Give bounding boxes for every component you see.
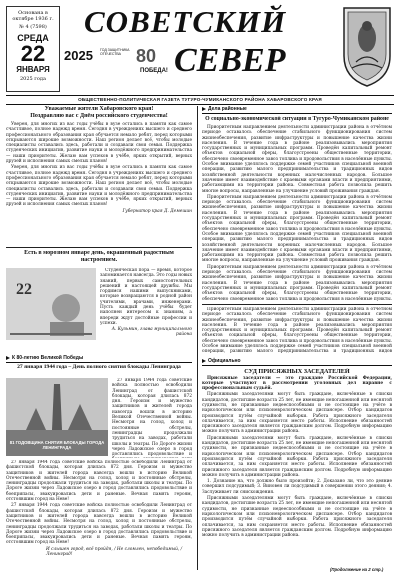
rubric-victory — [6, 355, 192, 363]
student-day-illustration-icon — [6, 268, 96, 340]
student-day-photo — [6, 268, 96, 340]
jury-question-list: 1. Дознание на, что должно было произойти; 2. Доказано ли, что это деяние совершил подсудимый; 3. Виновен ли подсудимый в совершении этого деяния; 4. Заслуживает ли снисхождения. — [202, 479, 392, 495]
report-body-continued: Приоритетным направлением деятельности администрации района в отчётном периоде оставалось обеспечение стабильного функционирования систем жизнеобеспечения, развитие инфраструктуры и повышение качества жизни населения. В течение года в районе реализовывались мероприятия государственных и муниципальных программ. Проведён капитальный ремонт объектов социальной сферы, благоустроены общественные территории, обеспечено своевременное завоз топлива и продовольствия в населённые пункты. Особое внимание уделялось поддержке семей участников специальной военной операции, развитию малого предпринимательства и традиционных видов — [202, 307, 392, 355]
issue-info-box — [6, 6, 60, 92]
greeting-signature: Губернатор края Д. Демешин — [122, 208, 192, 214]
greeting-body: Уверен, для многих из вас годы учёбы в вузе остались в памяти как самое счастливое, полное надежд время. Сегодня в учреждениях высшего и среднего профессионального образования края обучается немало ребят, перед которыми открываются широкие возможности. Наш регион делает всё, чтобы молодые специалисты оставались здесь, работали и создавали свои семьи. Поддержка студенческих инициатив, развитие науки и молодёжного предпринимательства — наши приоритеты. Желаю вам успехов в учёбе, ярких открытий, верных друзей и исполнения самых смелых планов! — [6, 122, 192, 165]
blockade-article — [6, 460, 192, 560]
rubric-arrow-icon — [202, 107, 206, 111]
jury-body-repeat: Присяжными заседателями могут быть граждане, включённые в списки кандидатов, достигшие возраста 25 лет, не имеющие непогашенной или неснятой судимости, не признанные недееспособными и не состоящие на учёте в наркологическом или психоневрологическом диспансере. Отбор кандидатов производится путём случайной выборки. Работа присяжного заседателя оплачивается, за ним сохраняется место работы. Исполнение обязанностей присяжного заседателя является гражданским долгом. Подробную информацию можно получить в администрации района. — [202, 435, 392, 478]
greeting-body-repeat: Уверен, для многих из вас годы учёбы в вузе остались в памяти как самое счастливое, полное надежд время. Сегодня в учреждениях высшего и среднего профессионального образования края обучается немало ребят, перед которыми открываются широкие возможности. Наш регион делает всё, чтобы молодые специалисты оставались здесь, работали и создавали свои семьи. Поддержка студенческих инициатив, развитие науки и молодёжного предпринимательства — наши приоритеты. Желаю вам успехов в учёбе, ярких открытий, верных друзей и исполнения самых смелых планов! — [6, 165, 192, 208]
masthead — [6, 4, 394, 94]
student-day-article — [100, 268, 192, 352]
badge-victory: ПОБЕДА! — [140, 68, 168, 74]
student-day-body: Студенческая пора — время, которое запоминается навсегда. Это годы новых знаний, первых самостоятельных решений и настоящей дружбы. Мы гордимся нашими выпускниками, которые возвращаются в родной район учителями, врачами, инженерами. Пусть каждый день учёбы будет наполнен интересом к знаниям, а впереди ждут достойные профессии и успехи. — [100, 268, 192, 326]
rubric-official-label: Официально — [208, 358, 241, 364]
report-title: О социально-экономической ситуации в Тугуро-Чумиканском районе — [205, 116, 389, 122]
jury-subtitle: Присяжные заседатели — это граждане Российской Федерации, которые участвуют в рассмотрении уголовных дел наравне с профессиональным судьёй. — [202, 375, 392, 392]
report-body-repeat-2: Приоритетным направлением деятельности администрации района в отчётном периоде оставалось обеспечение стабильного функционирования систем жизнеобеспечения, развитие инфраструктуры и повышение качества жизни населения. В течение года в районе реализовывались мероприятия государственных и муниципальных программ. Проведён капитальный ремонт объектов социальной сферы, благоустроены общественные территории, обеспечено своевременное завоз топлива и продовольствия в населённые пункты. — [202, 264, 392, 302]
badge-eighty: 80 — [136, 46, 157, 66]
badge-text: ГОД ЗАЩИТНИКА ОТЕЧЕСТВА — [100, 48, 130, 56]
greeting-subtitle: Поздравляю вас с Днём российского студенчества! — [30, 113, 168, 119]
greeting-title: Уважаемые жители Хабаровского края! — [44, 106, 154, 112]
district-crest-icon — [340, 4, 394, 88]
blockade-photo — [6, 378, 108, 456]
tagline: ОБЩЕСТВЕННО-ПОЛИТИЧЕСКАЯ ГАЗЕТА ТУГУРО-ЧУМИКАНСКОГО РАЙОНА ХАБАРОВСКОГО КРАЯ — [6, 95, 394, 105]
student-day-heading — [6, 250, 192, 266]
continuation-note: (Продолжение на 2 стр.) — [330, 567, 384, 572]
badge-year: 2025 — [64, 48, 93, 63]
jury-body-repeat-2: Присяжными заседателями могут быть граждане, включённые в списки кандидатов, достигшие возраста 25 лет, не имеющие непогашенной или неснятой судимости, не признанные недееспособными и не состоящие на учёте в наркологическом или психоневрологическом диспансере. Отбор кандидатов производится путём случайной выборки. Работа присяжного заседателя оплачивается, за ним сохраняется место работы. Исполнение обязанностей присяжного заседателя является гражданским долгом. Подробную информацию можно получить в администрации района. — [202, 496, 392, 539]
blockade-body: 27 января 1944 года советские войска полностью освободили Ленинград от фашистской блокады, которая длилась 872 дня. Героизм и мужество защитников и жителей города навсегда вошли в историю Великой Отечественной войны. Несмотря на голод, холод и постоянные обстрелы, ленинградцы продолжали трудиться на заводах, работали школы и театры. По Дороге жизни через Ладожское озеро в город доставлялись продовольствие и боеприпасы, эвакуировались дети и раненые. Вечная память героям, отстоявшим город на Неве! — [6, 460, 192, 503]
student-day-title: Есть в морозном январе день, окрашенный радостным настроением. — [24, 250, 174, 263]
report-continued — [202, 307, 392, 355]
blockade-body-side: 27 января 1944 года советские войска полностью освободили Ленинград от фашистской блокады, которая длилась 872 дня. Героизм и мужество защитников и жителей города навсегда вошли в историю Великой Отечественной войны. Несмотря на голод, холод и постоянные обстрелы, ленинградцы продолжали трудиться на заводах, работали школы и театры. По Дороге жизни через Ладожское озеро в город доставлялись продовольствие и — [112, 378, 192, 458]
blockade-poem: И слышен город, всё пройдя, / Не сломлен, непобедимый, / Ленинград! — [46, 546, 183, 557]
year: 2025 года — [19, 76, 46, 82]
blockade-body-repeat: 27 января 1944 года советские войска полностью освободили Ленинград от фашистской блокады, которая длилась 872 дня. Героизм и мужество защитников и жителей города навсегда вошли в историю Великой Отечественной войны. Несмотря на голод, холод и постоянные обстрелы, ленинградцы продолжали трудиться на заводах, работали школы и театры. По Дороге жизни через Ладожское озеро в город доставлялись продовольствие и боеприпасы, эвакуировались дети и раненые. Вечная память героям, отстоявшим город на Неве! — [6, 503, 192, 546]
issue-number: № 4 (7598) — [19, 24, 47, 30]
rubric-victory-label: К 80-летию Великой Победы — [12, 355, 84, 361]
rubric-district — [202, 106, 392, 114]
day-number: 22 — [20, 41, 46, 66]
jury-body: Присяжными заседателями могут быть граждане, включённые в списки кандидатов, достигшие возраста 25 лет, не имеющие непогашенной или неснятой судимости, не признанные недееспособными и не состоящие на учёте в наркологическом или психоневрологическом диспансере. Отбор кандидатов производится путём случайной выборки. Работа присяжного заседателя оплачивается, за ним сохраняется место работы. Исполнение обязанностей присяжного заседателя является гражданским долгом. Подробную информацию можно получить в администрации района. — [202, 392, 392, 435]
newspaper-title-bottom: СЕВЕР — [174, 42, 286, 79]
founded-date: Основана в октябре 1936 г. — [12, 10, 54, 22]
report-body-repeat: Приоритетным направлением деятельности администрации района в отчётном периоде оставалось обеспечение стабильного функционирования систем жизнеобеспечения, развитие инфраструктуры и повышение качества жизни населения. В течение года в районе реализовывались мероприятия государственных и муниципальных программ. Проведён капитальный ремонт объектов социальной сферы, благоустроены общественные территории, обеспечено своевременное завоз топлива и продовольствия в населённые пункты. Особое внимание уделялось поддержке семей участников специальной военной операции, развитию малого предпринимательства и традиционных видов хозяйственной деятельности коренных малочисленных народов. Большое значение имеет взаимодействие с краевыми органами власти и предприятиями, работающими на территории района. Совместная работа позволила решить многие вопросы, направленные на улучшение условий проживания граждан. — [202, 194, 392, 264]
divider — [6, 247, 192, 248]
rubric-arrow-icon — [6, 356, 10, 360]
blockade-heading — [6, 364, 192, 376]
anniversary-badge — [64, 42, 170, 88]
report-body: Приоритетным направлением деятельности администрации района в отчётном периоде оставалось обеспечение стабильного функционирования систем жизнеобеспечения, развитие инфраструктуры и повышение качества жизни населения. В течение года в районе реализовывались мероприятия государственных и муниципальных программ. Проведён капитальный ремонт объектов социальной сферы, благоустроены общественные территории, обеспечено своевременное завоз топлива и продовольствия в населённые пункты. Особое внимание уделялось поддержке семей участников специальной военной операции, развитию малого предпринимательства и традиционных видов хозяйственной деятельности коренных малочисленных народов. Большое значение имеет взаимодействие с краевыми органами власти и предприятиями, работающими на территории района. Совместная работа позволила решить многие вопросы, направленные на улучшение условий проживания граждан. — [202, 125, 392, 194]
blockade-title: 27 января 1944 года – День полного снятия блокады Ленинграда — [17, 364, 181, 370]
blockade-side-text — [112, 378, 192, 458]
socio-economic-report — [202, 116, 392, 302]
student-day-signature: А. Кузьмин, глава муниципального района — [111, 327, 192, 338]
column-divider — [197, 106, 198, 570]
rubric-arrow-icon — [202, 359, 206, 363]
greeting-article — [6, 106, 192, 246]
rubric-official — [202, 358, 392, 366]
weekday: СРЕДА — [17, 33, 49, 43]
rubric-district-label: Дела районные — [208, 106, 247, 112]
photo-text: 22 — [16, 281, 32, 298]
divider — [202, 304, 392, 305]
blockade-photo-caption: 81 ГОДОВЩИНА СНЯТИЯ БЛОКАДЫ ГОРОДА ЛЕНИНГРАДА — [9, 440, 105, 450]
jury-article — [202, 368, 392, 566]
newspaper-title-top: СОВЕТСКИЙ — [84, 4, 287, 39]
month: ЯНВАРЯ — [16, 65, 50, 74]
jury-title: СУД ПРИСЯЖНЫХ ЗАСЕДАТЕЛЕЙ — [244, 368, 350, 375]
